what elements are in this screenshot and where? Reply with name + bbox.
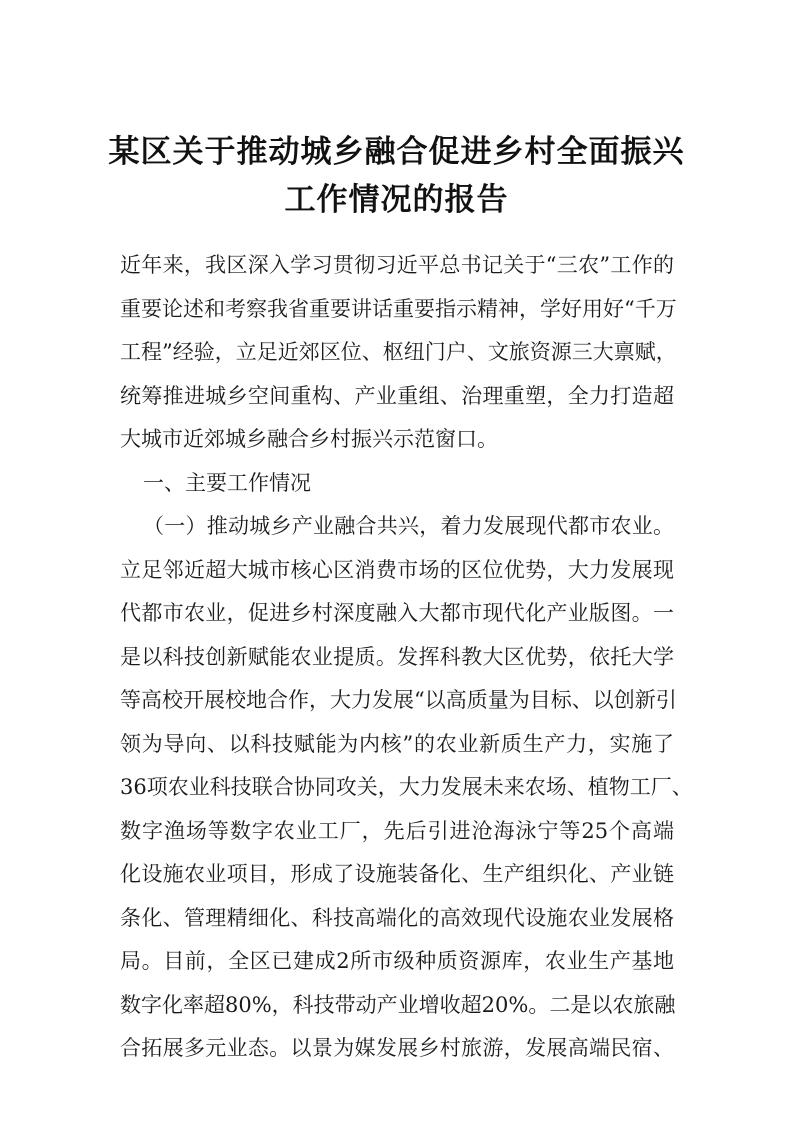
- document-body: [120, 244, 693, 1071]
- paragraph-line: 是以科技创新赋能农业提质。发挥科教大区优势，依托大学: [120, 644, 674, 669]
- paragraph-line: 统筹推进城乡空间重构、产业重组、治理重塑，全力打造超: [120, 383, 674, 408]
- paragraph-line: 局。目前，全区已建成2所市级种质资源库，农业生产基地: [120, 949, 674, 973]
- paragraph-line: 大城市近郊城乡融合乡村振兴示范窗口。: [120, 427, 498, 451]
- paragraph-line: 重要论述和考察我省重要讲话重要指示精神，学好用好“千万: [120, 296, 677, 321]
- paragraph-line: 合拓展多元业态。以景为媒发展乡村旅游，发展高端民宿、: [120, 1036, 674, 1060]
- paragraph-line: 立足邻近超大城市核心区消费市场的区位优势，大力发展现: [120, 557, 674, 582]
- subsection-heading: （一）推动城乡产业融合共兴，着力发展现代都市农业。: [143, 514, 674, 538]
- paragraph-line: 等高校开展校地合作，大力发展“以高质量为目标、以创新引: [120, 688, 677, 712]
- paragraph-line: 36项农业科技联合协同攻关，大力发展未来农场、植物工厂、: [120, 775, 693, 799]
- paragraph-line: 数字渔场等数字农业工厂，先后引进沧海泳宁等25个高端: [120, 818, 674, 843]
- paragraph-line: 化设施农业项目，形成了设施装备化、生产组织化、产业链: [120, 862, 674, 886]
- paragraph-line: 工程”经验，立足近郊区位、枢纽门户、文旅资源三大禀赋，: [120, 340, 677, 364]
- paragraph-line: 领为导向、以科技赋能为内核”的农业新质生产力，实施了: [120, 731, 674, 756]
- paragraph-line: 数字化率超80%，科技带动产业增收超20%。二是以农旅融: [120, 992, 676, 1017]
- document-title-line-1: 某区关于推动城乡融合促进乡村全面振兴: [108, 134, 685, 170]
- paragraph-line: 近年来，我区深入学习贯彻习近平总书记关于“三农”工作的: [120, 253, 674, 277]
- section-heading: 一、主要工作情况: [143, 470, 311, 495]
- document-title-line-2: 工作情况的报告: [284, 182, 509, 218]
- paragraph-line: 代都市农业，促进乡村深度融入大都市现代化产业版图。一: [120, 601, 674, 625]
- paragraph-line: 条化、管理精细化、科技高端化的高效现代设施农业发展格: [120, 905, 674, 930]
